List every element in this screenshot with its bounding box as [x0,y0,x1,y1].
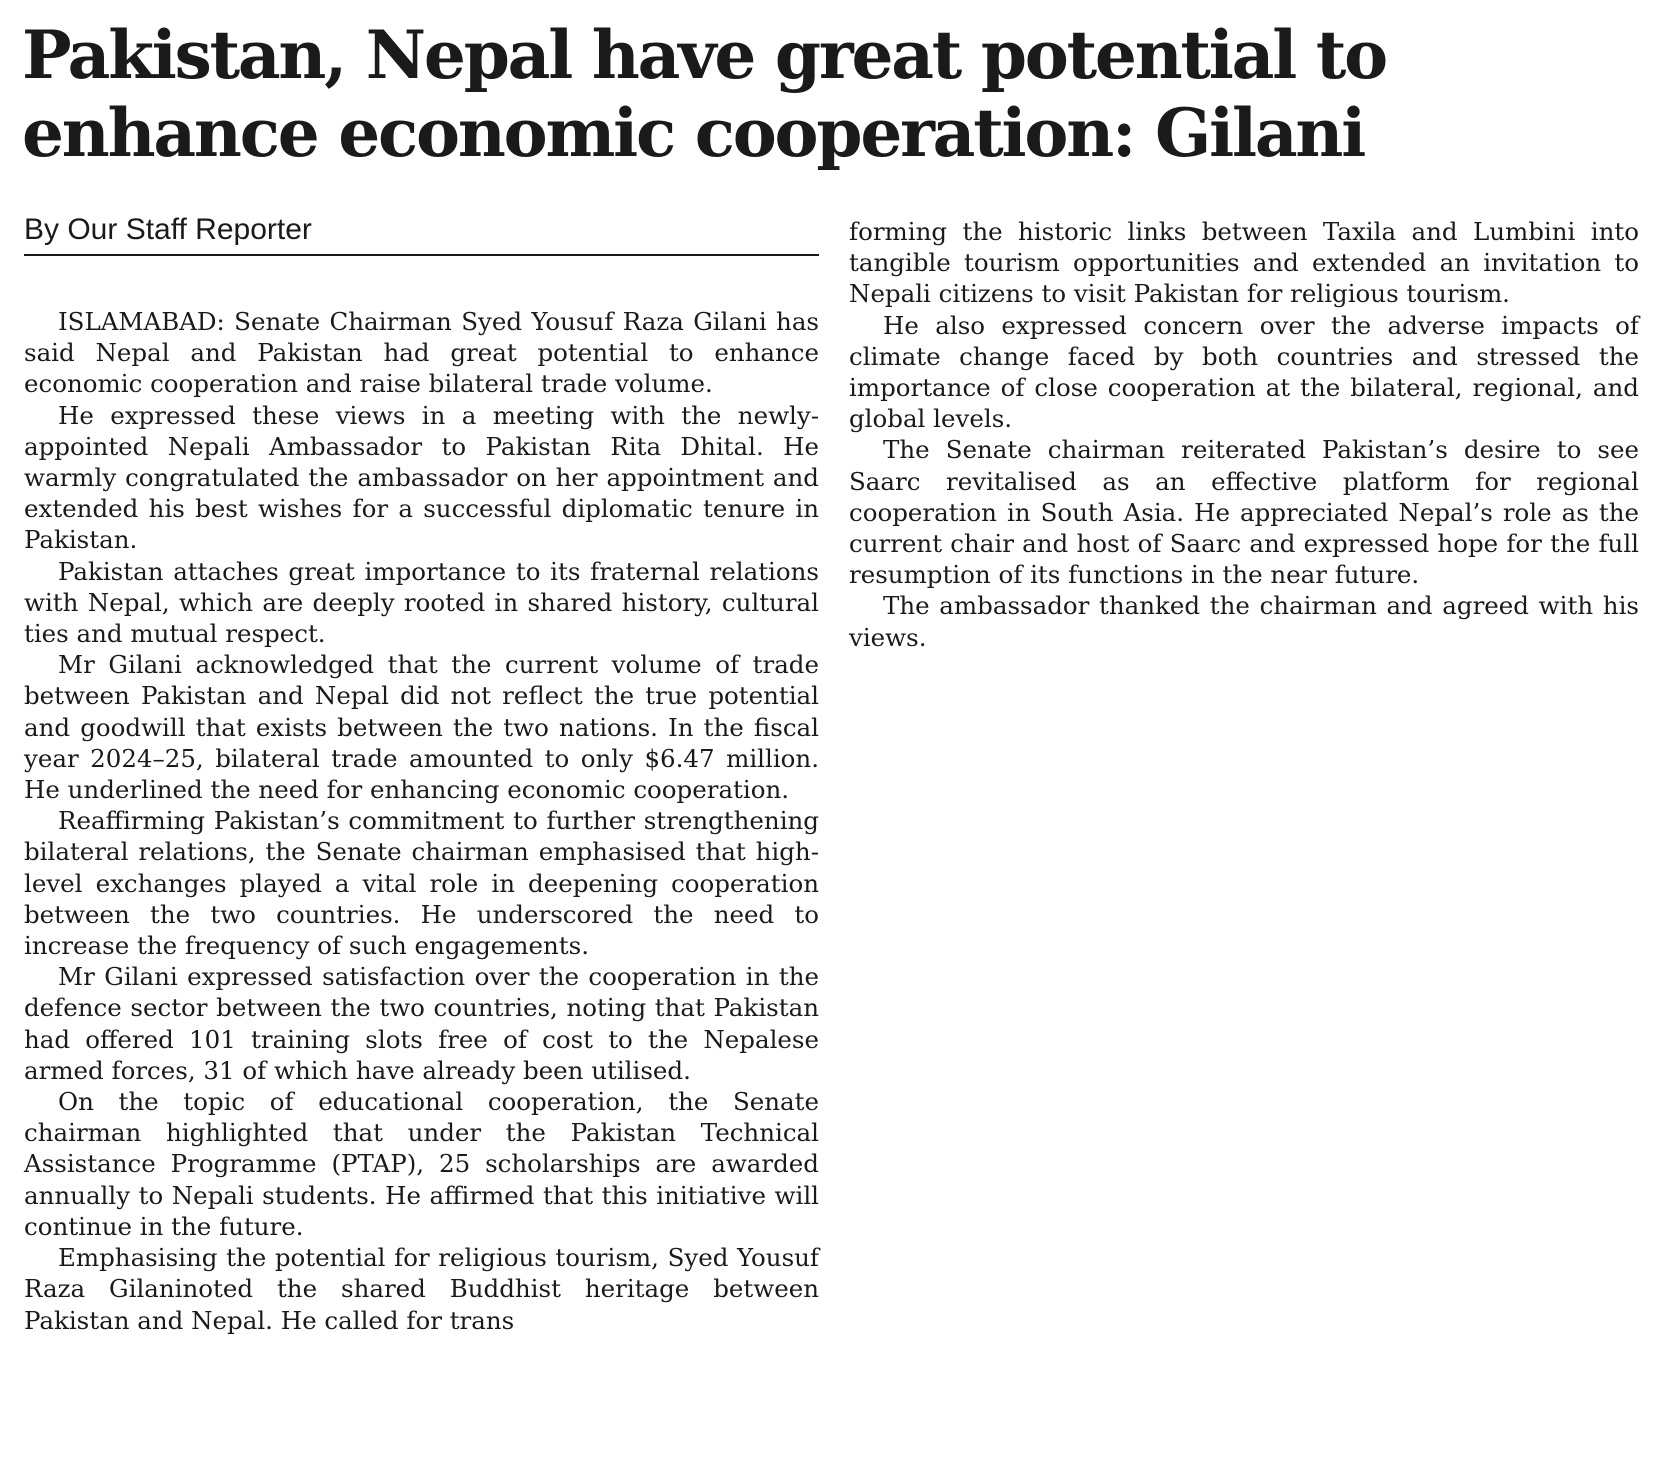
article-paragraph: Reaffirming Pakistan’s commitment to further strengthening bilateral relations, the Senate chairman emphasised that high-level exchanges played a vital role in deepening cooperation between the two countries. He underscored the need to increase the frequency of such engagements. [24,806,819,961]
article-paragraph-continuation: forming the historic links between Taxila and Lumbini into tangible tourism opportunities and extended an invitation to Nepali citizens to visit Pakistan for religious tourism. [849,217,1639,309]
article-body-right-column [849,216,1639,653]
article-byline: By Our Staff Reporter [24,213,312,246]
article-paragraph: He expressed these views in a meeting with the newly-appointed Nepali Ambassador to Pakistan Rita Dhital. He warmly congratulated the ambassador on her appointment and extended his best wishes for a successful diplomatic tenure in Pakistan. [24,400,819,555]
article-paragraph: Pakistan attaches great importance to its fraternal relations with Nepal, which are deeply rooted in shared history, cultural ties and mutual respect. [24,556,819,649]
article-paragraph: Mr Gilani expressed satisfaction over the cooperation in the defence sector between the two countries, noting that Pakistan had offered 101 training slots free of cost to the Nepalese armed forces, 31 of which have already been utilised. [24,962,819,1085]
article-paragraph: Mr Gilani acknowledged that the current volume of trade between Pakistan and Nepal did not reflect the true potential and goodwill that exists between the two nations. In the fiscal year 2024–25, bilateral trade amounted to only $6.47 million. He underlined the need for enhancing economic cooperation. [24,650,819,805]
article-paragraph: The ambassador thanked the chairman and agreed with his views. [849,591,1639,652]
article-body-left-column [24,306,819,1336]
byline-divider [24,254,819,256]
article-headline: Pakistan, Nepal have great potential to enhance economic cooperation: Gilani [22,16,1386,172]
article-paragraph: Emphasising the potential for religious tourism, Syed Yousuf Raza Gilaninoted the shared Buddhist heritage between Pakistan and Nepal. He called for trans [24,1243,819,1335]
article-paragraph: On the topic of educational cooperation, the Senate chairman highlighted that under the Pakistan Technical Assistance Programme (PTAP), 25 scholarships are awarded annually to Nepali students. He affirmed that this initiative will continue in the future. [24,1087,819,1241]
article-paragraph: ISLAMABAD: Senate Chairman Syed Yousuf Raza Gilani has said Nepal and Pakistan had great potential to enhance economic cooperation and raise bilateral trade volume. [24,307,819,399]
article-paragraph: He also expressed concern over the adverse impacts of climate change faced by both countries and stressed the importance of close cooperation at the bilateral, regional, and global levels. [849,310,1639,434]
article-paragraph: The Senate chairman reiterated Pakistan’s desire to see Saarc revitalised as an effective platform for regional cooperation in South Asia. He appreciated Nepal’s role as the current chair and host of Saarc and expressed hope for the full resumption of its functions in the near future. [849,435,1639,590]
